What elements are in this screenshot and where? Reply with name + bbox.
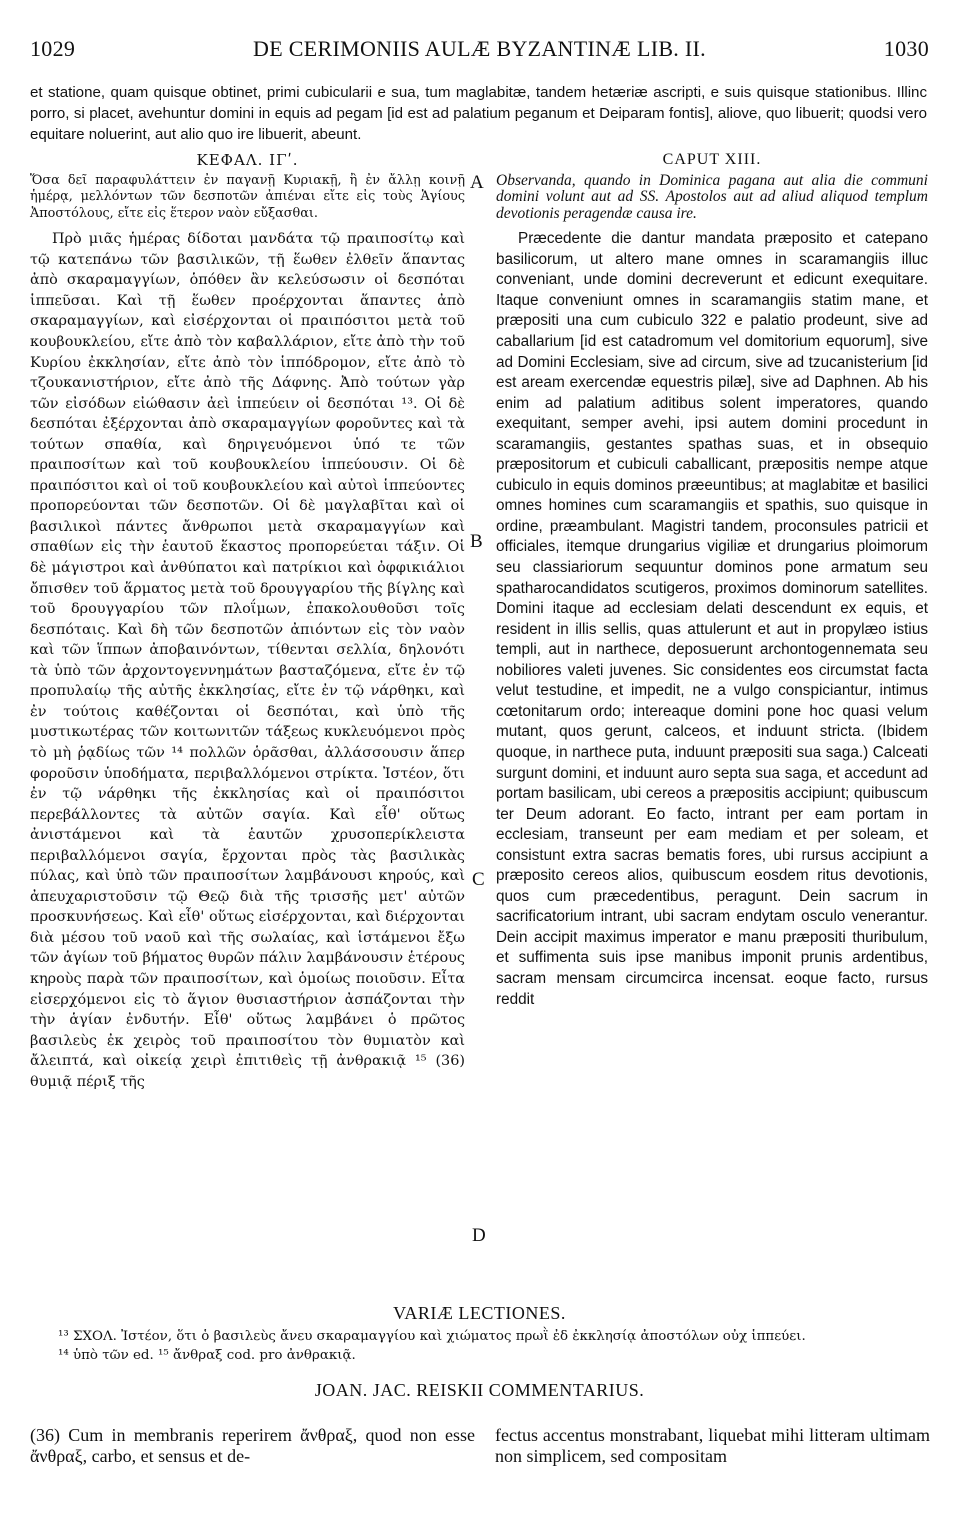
running-title: DE CERIMONIIS AULÆ BYZANTINÆ LIB. II. <box>253 36 706 61</box>
margin-marker-c: C <box>472 869 485 890</box>
page-number-right: 1030 <box>883 36 929 61</box>
variae-lectiones <box>58 1327 923 1365</box>
commentary-right: fectus accentus monstrabant, liquebat mihi litteram ultimam non simplicem, sed compositam <box>495 1425 930 1466</box>
greek-chapter-heading: ΚΕΦΑΛ. ΙΓʹ. <box>196 151 299 169</box>
latin-chapter-summary: Observanda, quando in Dominica pagana aut alia die communi domini volunt aut ad SS. Apostolos aut ad aliud aliquod templum devotionis peragendæ causa ire. <box>496 171 928 222</box>
greek-body-text: Πρὸ μιᾶς ἡμέρας δίδοται μανδάτα τῷ πραιποσίτῳ καὶ τῷ κατεπάνω τῶν βασιλικῶν, τῇ ἕωθεν ἐλθεῖν ἅπαντας ἀπὸ σκαραμαγγίων, ὁπόθεν ἂν κελεύσωσιν οἱ δεσπόται ἱππεῦσαι. Καὶ τῇ ἕωθεν προέρχονται ἅπαντες ἀπὸ σκαραμαγγίων, καὶ εἰσέρχονται οἱ πραιπόσιτοι μετὰ τοῦ κουβουκλείου, εἴτε ἀπὸ τὸν καβαλλάριον, εἴτε ἀπὸ τὴν τοῦ Κυρίου ἐκκλησίαν, εἴτε ἀπὸ τὸν ἱππόδρομον, εἴτε ἀπὸ τὸ τζουκανιστήριον, εἴτε ἀπὸ τῆς Δάφνης. Ἀπὸ τούτων γὰρ τῶν εἰσόδων εἰώθασιν ἀεὶ ἱππεύειν οἱ δεσπόται ¹³. Οἱ δὲ δεσπόται ἐξέρχονται ἀπὸ σκαραμαγγίων φοροῦντες καὶ τὰ τούτων σπαθία, καὶ δηριγευόμενοι ὑπό τε τῶν πραιποσίτων καὶ τοῦ κουβουκλείου ἱππεύουσιν. Οἱ δὲ πραιπόσιτοι καὶ οἱ τοῦ κουβουκλείου καὶ αὐτοὶ ἱππεύοντες προπορεύονται τῶν δεσποτῶν. Οἱ δὲ μαγλαβῖται καὶ οἱ βασιλικοὶ πάντες ἄνθρωποι μετὰ σκαραμαγγίων καὶ σπαθίων εἰς τὴν ἑαυτοῦ ἕκαστος προπορεύεται τάξιν. Οἱ δὲ μάγιστροι καὶ ἀνθύπατοι καὶ πατρίκιοι καὶ ὀφφικιάλιοι ὄπισθεν τοῦ ἅρματος μετὰ τοῦ δρουγγαρίου τῆς βίγλης καὶ τοῦ δρουγγαρίου τῶν πλοΐμων, ἐπακολουθοῦσι τοῖς δεσπόταις. Καὶ δὴ τῶν δεσποτῶν ἀπιόντων εἰς τὸν ναὸν καὶ τῶν ἵππων ἀποβαινόντων, τίθενται σελλία, δηλονότι τὰ ὑπὸ τῶν ἀρχοντογεννημάτων βασταζόμενα, εἴτε ἐν τῷ προπυλαίῳ τῆς αὐτῆς ἐκκλησίας, εἴτε ἐν τῷ νάρθηκι, καὶ ἐν τούτοις καθέζονται οἱ δεσπόται, καὶ ὑπὸ τῆς μυστικωτέρας τῶν κοιτωνιτῶν τάξεως κυκλευόμενοι πρὸς τὸ μὴ ῥᾳδίως τῶν ¹⁴ πολλῶν ὁρᾶσθαι, ἀλλάσσουσιν ἅπερ φοροῦσιν ὑποδήματα, περιβαλλόμενοι στρίκτα. Ἰστέον, ὅτι ἐν τῷ νάρθηκι τῆς ἐκκλησίας καὶ οἱ πραιπόσιτοι περεβάλλοντες τὰ αὐτῶν σαγία. Καὶ εἶθ' οὕτως ἀνιστάμενοι καὶ τὰ ἑαυτῶν χρυσοπερίκλειστα περιβαλλόμενοι σαγία, ἔρχονται πρὸς τὰς βασιλικὰς πύλας, καὶ ὑπὸ τῶν πραιποσίτων λαμβάνουσι κηρούς, καὶ ἀπευχαριστοῦσιν τῷ Θεῷ διὰ τῆς τρισσῆς μετ' αὐτῶν προσκυνήσεως. Καὶ εἶθ' οὕτως εἰσέρχονται, καὶ διέρχονται διὰ μέσου τοῦ ναοῦ καὶ τῆς σωλαίας, καὶ ἱστάμενοι ἔξω τῶν ἁγίων τοῦ βήματος θυρῶν πάλιν λαμβάνουσιν ἑτέρους κηροὺς παρὰ τῶν πραιποσίτων, καὶ ὁμοίως ποιοῦσιν. Εἶτα εἰσερχόμενοι εἰς τὸ ἅγιον θυσιαστήριον ἀσπάζονται τὴν τὴν ἁγίαν ἐνδυτήν. Εἶθ' οὕτως λαμβάνει ὁ πρῶτος βασιλεὺς ἐκ χειρὸς τοῦ πραιποσίτου τὸν θυμιατὸν καὶ ἄλειπτά, καὶ οἰκείᾳ χειρὶ ἐπιτιθεὶς τῇ ἀνθρακιᾷ ¹⁵ (36) θυμιᾷ πέριξ τῆς <box>30 231 465 1090</box>
margin-marker-d: D <box>472 1225 486 1246</box>
commentary-left: (36) Cum in membranis reperirem ἄνθραξ, quod non esse ἄνθραξ, carbo, et sensus et de- <box>30 1425 475 1466</box>
variant-note-13: ¹³ ΣΧΟΛ. Ἰστέον, ὅτι ὁ βασιλεὺς ἄνευ σκαραμαγγίου καὶ χιώματος πρωῒ ἐδ ἐκκλησίᾳ ἀποστόλων οὐχ ἱππεύει. <box>58 1329 806 1344</box>
commentary-heading: JOAN. JAC. REISKII COMMENTARIUS. <box>314 1380 645 1400</box>
margin-marker-b: B <box>470 531 483 552</box>
latin-chapter-heading: CAPUT XIII. <box>662 151 762 168</box>
greek-chapter-summary: Ὅσα δεῖ παραφυλάττειν ἐν παγανῇ Κυριακῇ, ἢ ἐν ἄλλῃ κοινῇ ἡμέρᾳ, μελλόντων τῶν δεσποτῶν ἀπιέναι εἴτε εἰς τοὺς Ἁγίους Ἀποστόλους, εἴτε εἰς ἕτερον ναὸν εὔξασθαι. <box>30 172 465 221</box>
running-head <box>30 36 929 62</box>
page-number-left: 1029 <box>30 36 76 61</box>
greek-column <box>30 150 465 1092</box>
latin-column <box>496 150 928 1010</box>
margin-marker-a: A <box>470 172 484 193</box>
variae-lectiones-heading: VARIÆ LECTIONES. <box>393 1303 566 1323</box>
variant-notes-14-15: ¹⁴ ὑπὸ τῶν ed. ¹⁵ ἄνθραξ cod. pro ἀνθρακιᾷ. <box>58 1348 356 1363</box>
intro-paragraph: et statione, quam quisque obtinet, primi cubicularii e sua, tum maglabitæ, tandem hetæriæ ascripti, e suis quisque stationibus. Illinc porro, si placet, avehuntur domini in equis ad pegam [id est ad palatium peganum et Deiparam fontis], aliove, quo libuerit; quodsi vero equitare noluerint, aut alio quo ire libuerit, abeunt. <box>30 84 927 144</box>
latin-body-text: Præcedente die dantur mandata præposito et catepano basilicorum, ut altero mane omnes in scaramangiis illuc conveniant, unde domini decreverunt et edicunt exequitare. Itaque conveniunt omnes in scaramangiis statim mane, et præpositi una cum cubiculo 322 e palatio prodeunt, sive ad caballarium [id est catadromum vel domitorium equorum], sive ad Domini Ecclesiam, sive ad circum, sive ad tzucanisterium [id est aream exercendæ equestris pilæ], sive ad Daphnen. Ab his enim ad palatium aditibus solent imperatores, quando exequitant, semper avehi, ipsi autem domini procedunt in scaramangiis, gestantes spathas suas, et in obsequio præpositorum et cubiculi caballicant, præpositis nempe atque cubiculo in equis dominos præeuntibus; at maglabitæ et basilici omnes homines cum scaramangiis et spathis, suo quisque in ordine, præambulant. Magistri tandem, proconsules patricii et officiales, itemque drungarius vigiliæ et drungarius ploimorum seu classiariorum sequuntur dominos pone armatum seu spatharocandidatos scutigeros, proximos dominorum satellites. Domini itaque ad ecclesiam delati descendunt ex equis, et resident in illis sellis, quas attulerunt et aut in propylæo istius templi, aut in narthece, deposuerunt archontogennemata seu nobiliores valeti juvenes. Sic considentes eos circumstat facta velut testudine, et impedit, ne a vulgo conspiciantur, intimus cœtonitarum ordo; intereaque domini pone hoc quasi velum mutant, quos gerunt, calceos, et induunt stricta. (Ibidem quoque, in narthece puta, induunt præpositi sua saga.) Calceati surgunt domini, et induunt auro septa sua saga, et accedunt ad portam basilicam, ubi cereos a præpositis accipiunt; quibuscum ter Deum adorant. Eo facto, intrant per eam portam in ecclesiam, transeunt per eam mediam et per soleam, et consistunt extra sacras bematis fores, ubi rursus accipiunt a præposito cereos alios, quibuscum eosdem ritus devotionis, quos cum præcedentibus, peragunt. Dein sacrum in sacrificatorium intrant, ubi sacram endytam osculo venerantur. Dein accipit maximus imperator e manu præpositi thuribulum, et suffimenta suis ipse manibus imponit prunis ardentibus, sacram mensam circumcirca incensat. eoque facto, rursus reddit <box>496 230 928 1008</box>
